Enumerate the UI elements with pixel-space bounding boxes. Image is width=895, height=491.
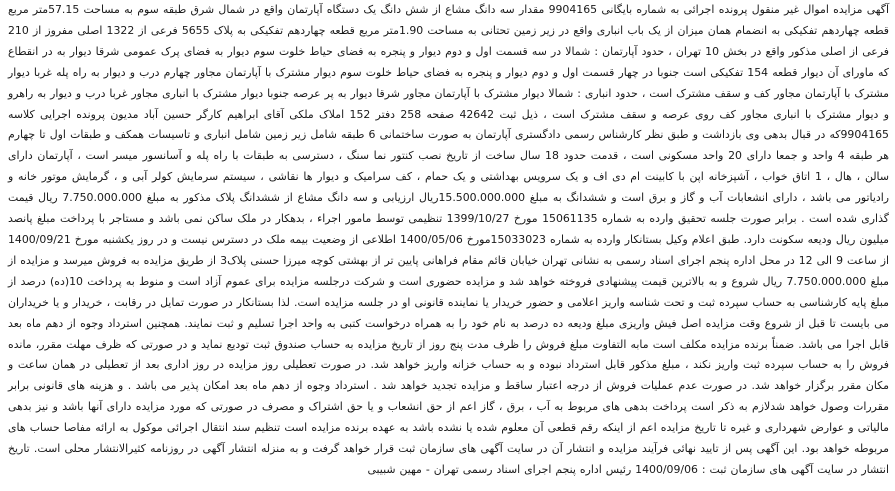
auction-notice-text: آگهی مزایده اموال غیر منقول پرونده اجرائی به شماره بایگانی 9904165 مقدار سه دانگ مشاع از شش دانگ یک دستگاه آپارتمان واقع در شمال شرق طبقه سوم به مساحت 57.15متر مربع قطعه چهاردهم تفکیکی به انضمام همان میزان از یک باب انباری واقع در زیر زمین تحتانی به مساحت 1.90متر مربع قطعه چهاردهم تفکیکی به پلاک 5655 فرعی از 1322 اصلی مفروز از 210 فرعی از اصلی مذکور واقع در بخش 10 تهران ، حدود آپارتمان : شمالا در سه قسمت اول و دوم دیوار و پنجره به فضای حیاط خلوت سوم دیوار به فضای پرک عمومی شرقا دیوار به در انقطاع که ماورای آن دیوار قطعه 154 تفکیکی است جنوبا در چهار قسمت اول و دوم دیوار و پنجره به فضای حیاط خلوت سوم دیوار مشترک با آپارتمان مجاور چهارم درب و دیوار به راه پله غربا دیوار مشترک با آپارتمان مجاور کف و سقف مشترک است ، حدود انباری : شمالا دیوار مشترک با آپارتمان مجاور شرقا دیوار به پر عرصه جنوبا دیوار مشترک با انباری مجاور غربا درب و دیوار به راهرو و دیوار مشترک با انباری مجاور کف روی عرصه و سقف مشترک است ، ذیل ثبت 42642 صفحه 258 دفتر 152 املاک ملکی آقای ابراهیم کارگر حسین آباد مدیون پرونده اجرایی کلاسه 9904165که در قبال بدهی وی بازداشت و طبق نظر کارشناس رسمی دادگستری آپارتمان به صورت ساختمانی 6 طبقه شامل زیر زمین شامل انباری و تاسیسات همکف و طبقات اول تا چهارم هر طبقه 4 واحد و جمعا دارای 20 واحد مسکونی است ، قدمت حدود 18 سال ساخت از تاریخ نصب کنتور نما سنگ ، دسترسی به طبقات با راه پله و آسانسور میسر است ، آپارتمان دارای سالن ، هال ، 1 اتاق خواب ، آشپزخانه اپن با کابینت ام دی اف و یک سرویس بهداشتی و یک حمام ، کف سرامیک و دیوار ها نقاشی ، سیستم سرمایش کولر آبی و ، گرمایش موتور خانه و رادیاتور می باشد ، دارای انشعابات آب و گاز و برق است و ششدانگ به مبلغ 15.500.000.000ریال ارزیابی و سه دانگ مشاع از ششدانگ پلاک مذکور به مبلغ 7.750.000.000 ریال قیمت گذاری شده است . برابر صورت جلسه تحقیق وارده به شماره 15061135 مورخ 1399/10/27 تنظیمی توسط مامور اجراء ، بدهکار در ملک ساکن نمی باشد و مستاجر با پرداخت مبلغ پانصد میلیون ریال ودیعه سکونت دارد. طبق اعلام وکیل بستانکار وارده به شماره 15033023مورخ 1400/05/06 اطلاعی از وضعیت بیمه ملک در دسترس نیست و در روز یکشنبه مورخ 1400/09/21 از ساعت 9 الی 12 در محل اداره پنجم اجرای اسناد رسمی به نشانی تهران خیابان قائم مقام فراهانی پایین تر از بهشتی کوچه میرزا حسنی پلاک3 از طریق مزایده به فروش میرسد و مزایده از مبلغ 7.750.000.000 ریال شروع و به بالاترین قیمت پیشنهادی فروخته خواهد شد و مزایده حضوری است و شرکت درجلسه مزایده برای عموم آزاد است و منوط به پرداخت 10(ده) درصد از مبلغ پایه کارشناسی به حساب سپرده ثبت و تحت شناسه واریز اعلامی و حضور خریدار یا نماینده قانونی او در جلسه مزایده است. لذا بستانکار در صورت تمایل در رقابت ، خریدار و یا خریداران می بایست تا قبل از شروع وقت مزایده اصل فیش واریزی مبلغ ودیعه ده درصد به نام خود را به همراه درخواست کتبی به واحد اجرا تسلیم و ثبت نمایند. همچنین استرداد وجوه از دهم ماه بعد قابل اجرا می باشد. ضمناً برنده مزایده مکلف است مابه التفاوت مبلغ فروش را ظرف مدت پنج روز از تاریخ مزایده به حساب صندوق ثبت تودیع نماید و در صورتی که ظرف مهلت مقرر، مانده فروش را به حساب سپرده ثبت واریز نکند ، مبلغ مذکور قابل استرداد نبوده و به حساب خزانه واریز خواهد شد. در صورت تعطیلی روز مزایده در روز اداری بعد از تعطیلی در همان ساعت و مکان مقرر برگزار خواهد شد. در صورت عدم عملیات فروش از درجه اعتبار ساقط و مزایده تجدید خواهد شد . استرداد وجوه از دهم ماه بعد امکان پذیر می باشد . و هزینه های قانونی برابر مقررات وصول خواهد شدلازم به ذکر است پرداخت بدهی های مربوط به آب ، برق ، گاز اعم از حق انشعاب و یا حق اشتراک و مصرف در صورتی که مورد مزایده دارای آنها باشد و نیز بدهی مالیاتی و عوارض شهرداری و غیره تا تاریخ مزایده اعم از اینکه رقم قطعی آن معلوم شده یا نشده باشد به عهده برنده مزایده است تنظیم سند انتقال اجرائی موکول به ارائه مفاصا حساب های مربوطه خواهد بود. این آگهی پس از تایید نهائی فرآیند مزایده و انتشار آن در سایت آگهی های سازمان ثبت قرار خواهد گرفت و به منزله انتشار آگهی در روزنامه کثیرالانتشار محلی است. تاریخ انتشار در سایت آگهی های سازمان ثبت : 1400/09/06 رئیس اداره پنجم اجرای اسناد رسمی تهران - مهین شبیبی (8, 3, 890, 476)
